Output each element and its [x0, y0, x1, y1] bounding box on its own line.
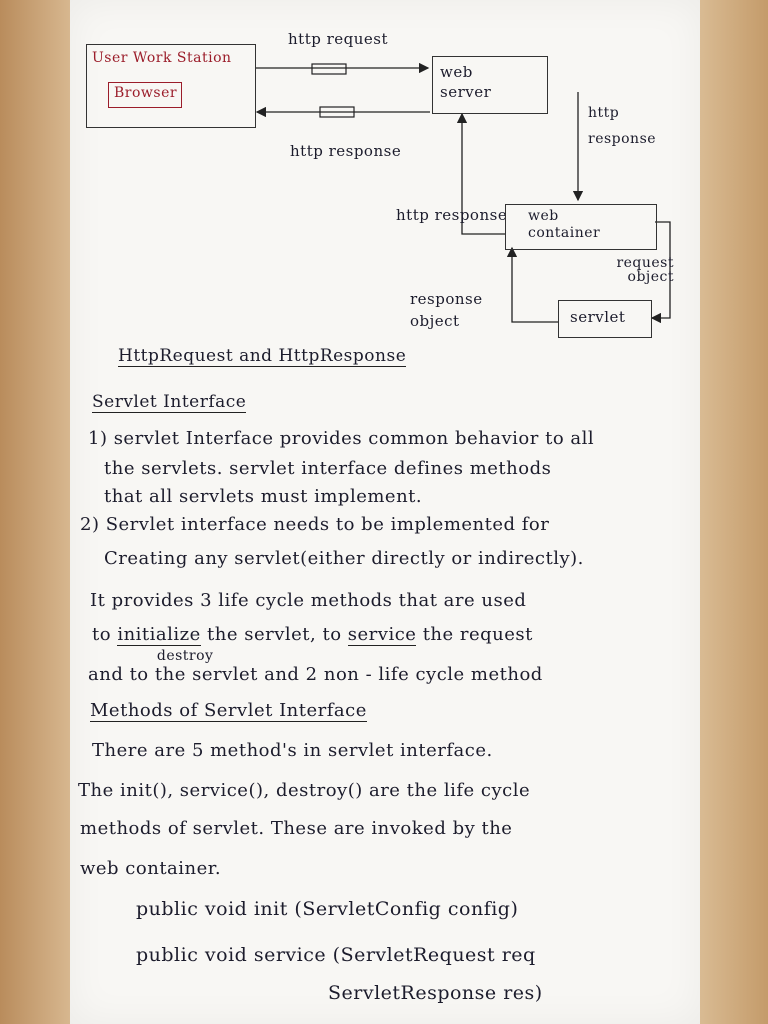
response-object-label: response object	[410, 290, 483, 330]
section2-title-text: Methods of Servlet Interface	[90, 700, 367, 721]
lifecycle-line2	[92, 624, 533, 645]
lifecycle-line1: It provides 3 life cycle methods that are used	[90, 590, 527, 611]
section1-title	[92, 392, 246, 412]
point2-line2: Creating any servlet(either directly or indirectly).	[104, 548, 584, 569]
user-workstation-label: User Work Station	[92, 50, 232, 66]
point2-line1: 2) Servlet interface needs to be implemented for	[80, 514, 550, 535]
lifecycle-to: to	[92, 624, 112, 645]
web-server-label: web server	[440, 63, 492, 101]
lifecycle-non-life: the servlet and 2 non - life cycle method	[154, 664, 543, 685]
lifecycle-request: the request	[422, 624, 533, 645]
section1-title-text: Servlet Interface	[92, 392, 247, 412]
initialize-word: initialize	[117, 624, 201, 645]
methods-line3: methods of servlet. These are invoked by the	[80, 818, 513, 839]
section2-title	[90, 700, 367, 721]
code-line3: ServletResponse res)	[328, 982, 543, 1004]
methods-line1: There are 5 method's in servlet interface.	[92, 740, 493, 761]
servlet-label: servlet	[570, 308, 626, 326]
http-response-top-label: http response	[290, 142, 402, 160]
packet-icon-top	[312, 64, 346, 74]
http-response-right-label: http response	[588, 105, 657, 147]
lifecycle-and-to: and to	[88, 664, 149, 685]
lifecycle-line3	[88, 648, 543, 685]
servlet-to-container-arrow	[512, 248, 558, 322]
lifecycle-servlet-to: the servlet, to	[207, 624, 342, 645]
point1-line2: the servlets. servlet interface defines methods	[104, 458, 552, 479]
code-line2: public void service (ServletRequest req	[136, 944, 536, 966]
point1-line1: 1) servlet Interface provides common behavior to all	[88, 428, 595, 449]
point1-line3: that all servlets must implement.	[104, 486, 423, 507]
web-container-label: web container	[528, 208, 601, 241]
browser-label: Browser	[114, 85, 178, 101]
heading-text: HttpRequest and HttpResponse	[118, 346, 407, 366]
request-object-label: request object	[616, 255, 674, 285]
methods-line2: The init(), service(), destroy() are the life cycle	[78, 780, 531, 801]
code-line1: public void init (ServletConfig config)	[136, 898, 519, 920]
heading	[118, 346, 406, 366]
http-response-mid-label: http response	[396, 206, 508, 224]
http-request-label: http request	[288, 30, 388, 48]
methods-line4: web container.	[80, 858, 222, 879]
service-word: service	[347, 624, 417, 645]
destroy-word: destroy	[156, 648, 214, 664]
